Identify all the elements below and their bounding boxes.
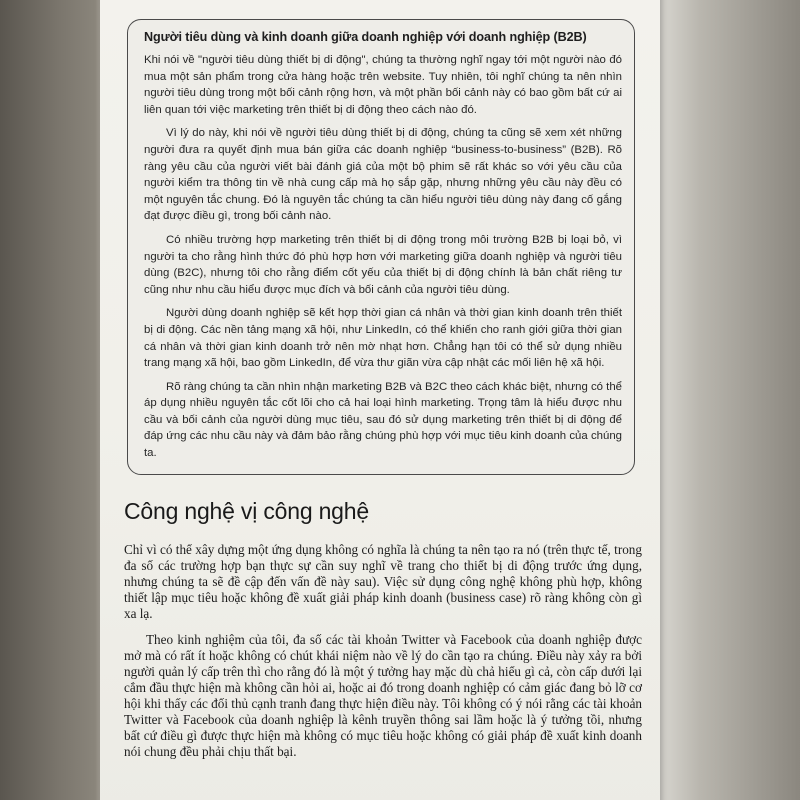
sidebox-paragraph: Rõ ràng chúng ta cần nhìn nhận marketing B2B và B2C theo cách khác biệt, nhưng có thể áp dụng nhiều nguyên tắc cốt lõi cho cả hai loại hình marketing. Trọng tâm là hiểu được nhu cầu và bối cảnh của người dùng mục tiêu, sau đó sử dụng marketing trên thiết bị di động để đáp ứng các nhu cầu này và đảm bảo rằng chúng phù hợp với mục tiêu kinh doanh của chúng ta. [144, 380, 622, 460]
sidebox-paragraph: Người dùng doanh nghiệp sẽ kết hợp thời gian cá nhân và thời gian kinh doanh trên thiết bị di động. Các nền tảng mạng xã hội, như LinkedIn, có thể khiến cho ranh giới giữa thời gian cá nhân và thời gian kinh doanh trở nên mờ nhạt hơn. Chẳng hạn tôi có thể sử dụng nhiều trang mạng xã hội, bao gồm LinkedIn, để vừa thư giãn vừa cập nhật các mối liên hệ xã hội. [144, 307, 622, 370]
sidebox-paragraph: Khi nói về "người tiêu dùng thiết bị di động", chúng ta thường nghĩ ngay tới một người nào đó mua một sản phẩm trong cửa hàng hoặc trên website. Tuy nhiên, tôi nghĩ chúng ta nên nhìn người tiêu dùng trong một bối cảnh rộng hơn, và một phần bối cảnh này có bao gồm bất cứ ai liên quan tới việc marketing trên thiết bị di động theo cách nào đó. [144, 54, 622, 116]
body-paragraph: Theo kinh nghiệm của tôi, đa số các tài khoản Twitter và Facebook của doanh nghiệp được mở mà có rất ít hoặc không có chút khái niệm nào về lý do cần tạo ra chúng. Điều này xảy ra bởi người quản lý cấp trên thì cho rằng đó là một ý tưởng hay mặc dù chả hiểu gì cả, còn cấp dưới lại cắm đầu thực hiện mà không cần hỏi ai, hoặc ai đó trong doanh nghiệp có cảm giác đang bỏ lỡ cơ hội khi thấy các đối thủ cạnh tranh đang thực hiện điều này. Tôi không có ý nói rằng các tài khoản Twitter và Facebook của doanh nghiệp là kênh truyền thông sai lầm hoặc là ý tưởng tồi, nhưng bất cứ điều gì được thực hiện mà không có mục tiêu hoặc không có giải pháp đề xuất kinh doanh nói chung đều phải chịu thất bại. [124, 632, 643, 759]
section-body [124, 542, 642, 770]
book-page [100, 0, 660, 800]
body-paragraph: Chỉ vì có thể xây dựng một ứng dụng không có nghĩa là chúng ta nên tạo ra nó (trên thực tế, trong đa số các trường hợp bạn thực sự cần suy nghĩ về trang cho thiết bị di động trước ứng dụng, nhưng chúng ta sẽ đề cập đến vấn đề này sau). Việc sử dụng công nghệ không phù hợp, không thiết lập mục tiêu hoặc không đề xuất giải pháp kinh doanh (business case) rõ ràng không còn gì xa lạ. [124, 542, 642, 621]
sidebox-paragraph: Có nhiều trường hợp marketing trên thiết bị di động trong môi trường B2B bị loại bỏ, vì người ta cho rằng hình thức đó phù hợp hơn với marketing giữa doanh nghiệp và người tiêu dùng (B2C), nhưng tôi cho rằng điểm cốt yếu của thiết bị di động chính là bản chất riêng tư cũng như nhu cầu hiểu được mục đích và bối cảnh của người tiêu dùng. [144, 233, 622, 296]
b2b-sidebox [127, 19, 635, 475]
sidebox-paragraph: Vì lý do này, khi nói về người tiêu dùng thiết bị di động, chúng ta cũng sẽ xem xét những người đưa ra quyết định mua bán giữa các doanh nghiệp “business-to-business” (B2B). Rõ ràng yêu cầu của người viết bài đánh giá của một bộ phim sẽ rất khác so với yêu cầu của người kiểm tra thông tin về nhà cung cấp mà họ sắp gặp, nhưng những yêu cầu này đều có một nguyên tắc chung. Đó là nguyên tắc chúng ta cần hiểu người tiêu dùng này đang cố gắng đạt được điều gì, trong bối cảnh nào. [144, 127, 622, 223]
section-heading: Công nghệ vị công nghệ [124, 498, 369, 524]
book-page-edge [660, 0, 800, 800]
sidebox-title: Người tiêu dùng và kinh doanh giữa doanh nghiệp với doanh nghiệp (B2B) [144, 30, 587, 44]
